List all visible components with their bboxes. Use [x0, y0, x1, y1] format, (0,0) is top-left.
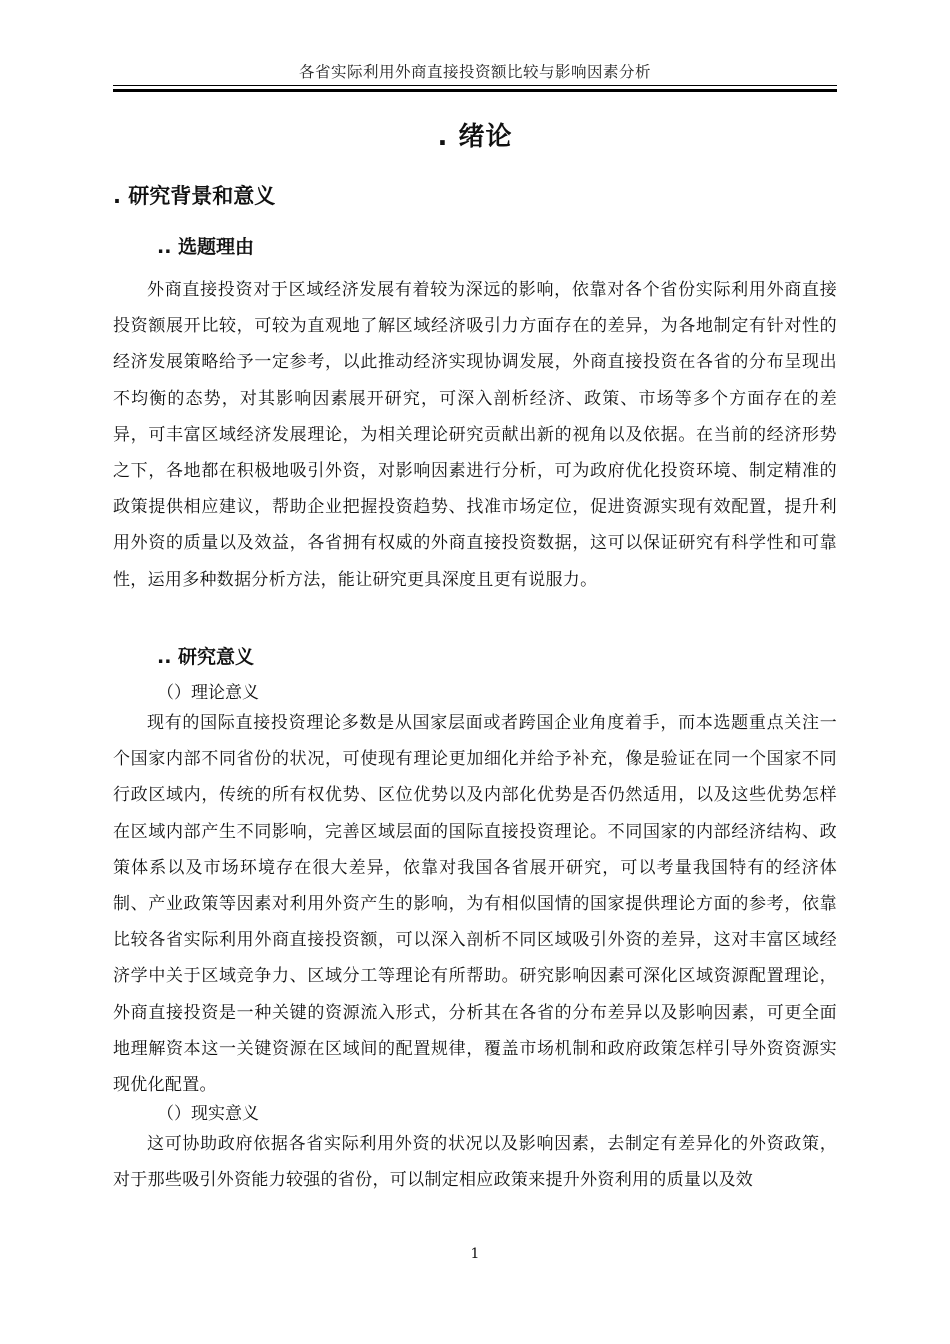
paragraph-theory-significance: 现有的国际直接投资理论多数是从国家层面或者跨国企业角度着手，而本选题重点关注一个国家内部不同省份的状况，可使现有理论更加细化并给予补充，像是验证在同一个国家不同行政区域内，传统的所有权优势、区位优势以及内部化优势是否仍然适用，以及这些优势怎样在区域内部产生不同影响，完善区域层面的国际直接投资理论。不同国家的内部经济结构、政策体系以及市场环境存在很大差异，依靠对我国各省展开研究，可以考量我国特有的经济体制、产业政策等因素对利用外资产生的影响，为有相似国情的国家提供理论方面的参考，依靠比较各省实际利用外商直接投资额，可以深入剖析不同区域吸引外资的差异，这对丰富区域经济学中关于区域竞争力、区域分工等理论有所帮助。研究影响因素可深化区域资源配置理论，外商直接投资是一种关键的资源流入形式，分析其在各省的分布差异以及影响因素，可更全面地理解资本这一关键资源在区域间的配置规律，覆盖市场机制和政府政策怎样引导外资资源实现优化配置。 [113, 713, 837, 1096]
subsection-title-topic-reason: .. 选题理由 [157, 236, 255, 258]
paragraph-topic-reason: 外商直接投资对于区域经济发展有着较为深远的影响，依靠对各个省份实际利用外商直接投资额展开比较，可较为直观地了解区域经济吸引力方面存在的差异，为各地制定有针对性的经济发展策略给予一定参考，以此推动经济实现协调发展，外商直接投资在各省的分布呈现出不均衡的态势，对其影响因素展开研究，可深入剖析经济、政策、市场等多个方面存在的差异，可丰富区域经济发展理论，为相关理论研究贡献出新的视角以及依据。在当前的经济形势之下，各地都在积极地吸引外资，对影响因素进行分析，可为政府优化投资环境、制定精准的政策提供相应建议，帮助企业把握投资趋势、找准市场定位，促进资源实现有效配置，提升利用外资的质量以及效益，各省拥有权威的外商直接投资数据，这可以保证研究有科学性和可靠性，运用多种数据分析方法，能让研究更具深度且更有说服力。 [113, 280, 837, 590]
page-number: 1 [470, 1246, 480, 1262]
running-header: 各省实际利用外商直接投资额比较与影响因素分析 [298, 63, 651, 81]
practice-significance-label: （）现实意义 [157, 1104, 259, 1124]
subsection-title-significance: .. 研究意义 [157, 646, 255, 668]
paragraph-practice-significance: 这可协助政府依据各省实际利用外资的状况以及影响因素，去制定有差异化的外资政策，对于那些吸引外资能力较强的省份，可以制定相应政策来提升外资利用的质量以及效 [113, 1134, 837, 1191]
section-title: . 研究背景和意义 [113, 184, 276, 208]
theory-significance-label: （）理论意义 [157, 683, 259, 703]
header-rule-thin [113, 85, 837, 86]
chapter-title: . 绪论 [437, 122, 513, 152]
header-rule-thick [113, 89, 837, 92]
